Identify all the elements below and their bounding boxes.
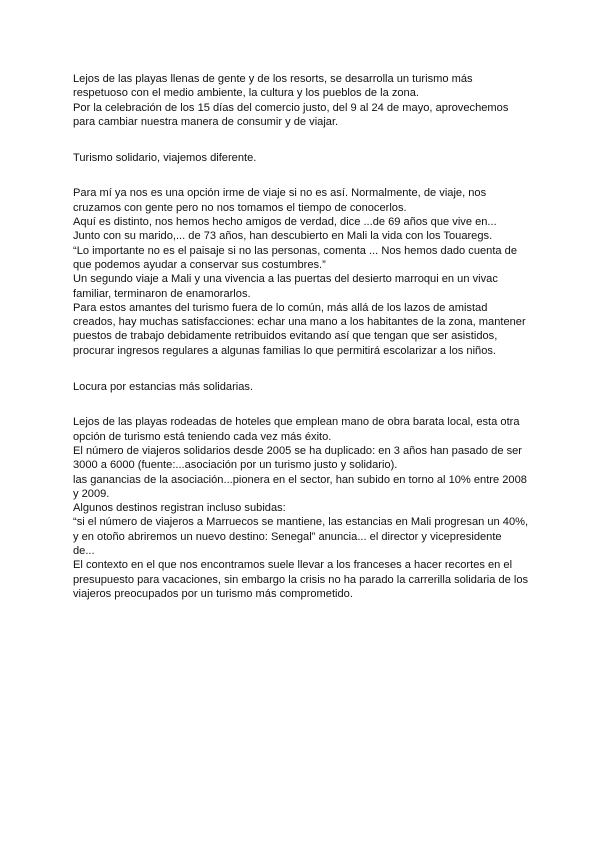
text-line: El contexto en el que nos encontramos suele llevar a los franceses a hacer recortes en el <box>73 559 513 572</box>
text-line: presupuesto para vacaciones, sin embargo la crisis no ha parado la carrerilla solidaria de los <box>73 573 529 586</box>
text-line: las ganancias de la asociación...pionera en el sector, han subido en torno al 10% entre 2008 <box>73 473 527 486</box>
text-line: creados, hay muchas satisfacciones: echar una mano a los habitantes de la zona, mantener <box>73 316 526 329</box>
text-line: “si el número de viajeros a Marruecos se mantiene, las estancias en Mali progresan un 40%, <box>73 516 529 529</box>
text-line: 3000 a 6000 (fuente:...asociación por un turismo justo y solidario). <box>73 459 398 472</box>
text-line: Junto con su marido,... de 73 años, han descubierto en Mali la vida con los Touaregs. <box>73 230 493 243</box>
spacer <box>73 358 533 380</box>
text-line: de... <box>73 545 95 558</box>
text-line: puestos de trabajo debidamente retribuidos evitando así que tengan que ser asistidos, <box>73 330 498 343</box>
spacer <box>73 129 533 151</box>
text-line: cruzamos con gente pero no nos tomamos el tiempo de conocerlos. <box>73 201 407 214</box>
text-line: para cambiar nuestra manera de consumir y de viajar. <box>73 115 339 128</box>
text-line: y en otoño abriremos un nuevo destino: Senegal” anuncia... el director y vicepresidente <box>73 530 502 543</box>
section-heading-1: Turismo solidario, viajemos diferente. <box>73 151 257 164</box>
text-line: Por la celebración de los 15 días del comercio justo, del 9 al 24 de mayo, aprovechemos <box>73 101 509 114</box>
section-1-body <box>73 186 533 358</box>
text-line: Un segundo viaje a Mali y una vivencia a las puertas del desierto marroqui en un vivac <box>73 273 498 286</box>
text-line: respetuoso con el medio ambiente, la cultura y los pueblos de la zona. <box>73 87 419 100</box>
section-heading-2: Locura por estancias más solidarias. <box>73 380 254 393</box>
intro-paragraph <box>73 72 533 129</box>
document-page <box>73 72 533 601</box>
text-line: que podemos ayudar a conservar sus costumbres.” <box>73 258 326 271</box>
text-line: opción de turismo está teniendo cada vez más éxito. <box>73 430 332 443</box>
text-line: Para mí ya nos es una opción irme de viaje si no es así. Normalmente, de viaje, nos <box>73 187 487 200</box>
spacer <box>73 394 533 416</box>
section-2-body <box>73 415 533 601</box>
text-line: viajeros preocupados por un turismo más comprometido. <box>73 587 353 600</box>
text-line: familiar, terminaron de enamorarlos. <box>73 287 251 300</box>
text-line: procurar ingresos regulares a algunas familias lo que permitirá escolarizar a los niños. <box>73 344 496 357</box>
spacer <box>73 165 533 187</box>
text-line: “Lo importante no es el paisaje si no las personas, comenta ... Nos hemos dado cuenta de <box>73 244 518 257</box>
text-line: Algunos destinos registran incluso subidas: <box>73 502 286 515</box>
text-line: Para estos amantes del turismo fuera de lo común, más allá de los lazos de amistad <box>73 301 488 314</box>
text-line: Lejos de las playas llenas de gente y de los resorts, se desarrolla un turismo más <box>73 73 473 85</box>
text-line: El número de viajeros solidarios desde 2005 se ha duplicado: en 3 años han pasado de ser <box>73 444 522 457</box>
text-line: y 2009. <box>73 487 110 500</box>
text-line: Aquí es distinto, nos hemos hecho amigos de verdad, dice ...de 69 años que vive en... <box>73 216 497 229</box>
text-line: Lejos de las playas rodeadas de hoteles que emplean mano de obra barata local, esta otra <box>73 416 520 429</box>
